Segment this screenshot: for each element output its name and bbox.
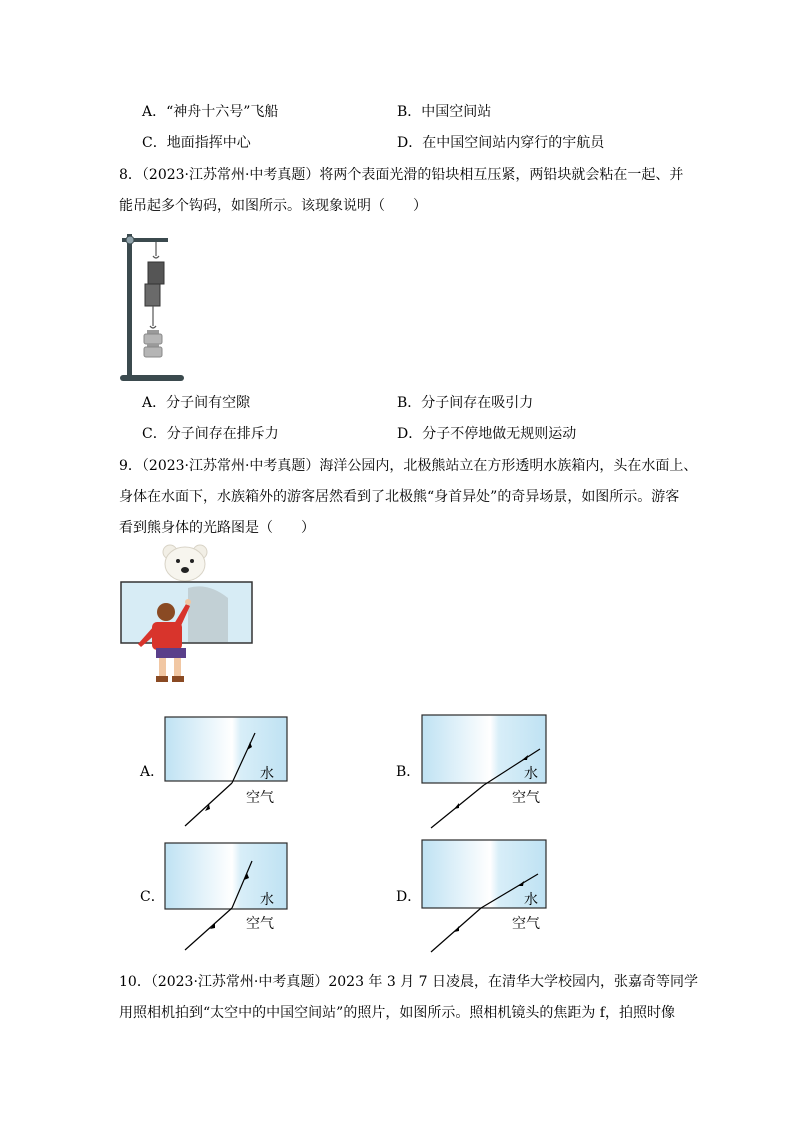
diagram-d-air-label: 空气 <box>512 916 540 932</box>
diagram-b-air-label: 空气 <box>512 790 540 806</box>
diagram-a-air-label: 空气 <box>246 790 274 806</box>
q8-option-b[interactable]: B．分子间存在吸引力 <box>397 395 534 411</box>
q7-option-a[interactable]: A．“神舟十六号”飞船 <box>142 104 279 120</box>
diagram-b-water-label: 水 <box>524 766 538 782</box>
polar-bear-aquarium-illustration <box>118 542 258 688</box>
diagram-b-letter[interactable]: B． <box>396 764 421 780</box>
diagram-c-water-label: 水 <box>260 892 274 908</box>
q8-option-c[interactable]: C．分子间存在排斥力 <box>142 426 279 442</box>
q8-stem-line2: 能吊起多个钩码，如图所示。该现象说明（ ） <box>119 198 427 214</box>
q8-option-d[interactable]: D．分子不停地做无规则运动 <box>397 426 577 442</box>
diagram-c[interactable] <box>160 838 290 956</box>
q9-stem-line1: 9．（2023·江苏常州·中考真题）海洋公园内，北极熊站立在方形透明水族箱内，头在水面上、 <box>119 458 698 474</box>
q7-option-c[interactable]: C．地面指挥中心 <box>142 135 251 151</box>
q9-stem-line3: 看到熊身体的光路图是（ ） <box>119 520 315 536</box>
diagram-d-water-label: 水 <box>524 892 538 908</box>
q8-stem-line1: 8．（2023·江苏常州·中考真题）将两个表面光滑的铅块相互压紧，两铅块就会粘在一起、并 <box>119 167 684 183</box>
diagram-a-water-label: 水 <box>260 766 274 782</box>
q10-stem-line1: 10．（2023·江苏常州·中考真题）2023 年 3 月 7 日凌晨，在清华大学校园内，张嘉奇等同学 <box>119 974 699 990</box>
diagram-d[interactable] <box>416 838 550 956</box>
q9-stem-line2: 身体在水面下，水族箱外的游客居然看到了北极熊“身首异处”的奇异场景，如图所示。游客 <box>119 489 680 505</box>
q7-option-d[interactable]: D．在中国空间站内穿行的宇航员 <box>397 135 605 151</box>
lead-block-apparatus-figure <box>118 226 190 386</box>
diagram-a[interactable] <box>160 712 290 830</box>
q7-option-b[interactable]: B．中国空间站 <box>397 104 492 120</box>
diagram-d-letter[interactable]: D． <box>396 889 422 905</box>
diagram-c-air-label: 空气 <box>246 916 274 932</box>
q8-option-a[interactable]: A．分子间有空隙 <box>142 395 251 411</box>
q10-stem-line2: 用照相机拍到“太空中的中国空间站”的照片，如图所示。照相机镜头的焦距为 f，拍照时像 <box>119 1005 675 1021</box>
diagram-b[interactable] <box>416 712 550 830</box>
diagram-a-letter[interactable]: A． <box>140 764 165 780</box>
diagram-c-letter[interactable]: C． <box>140 889 165 905</box>
